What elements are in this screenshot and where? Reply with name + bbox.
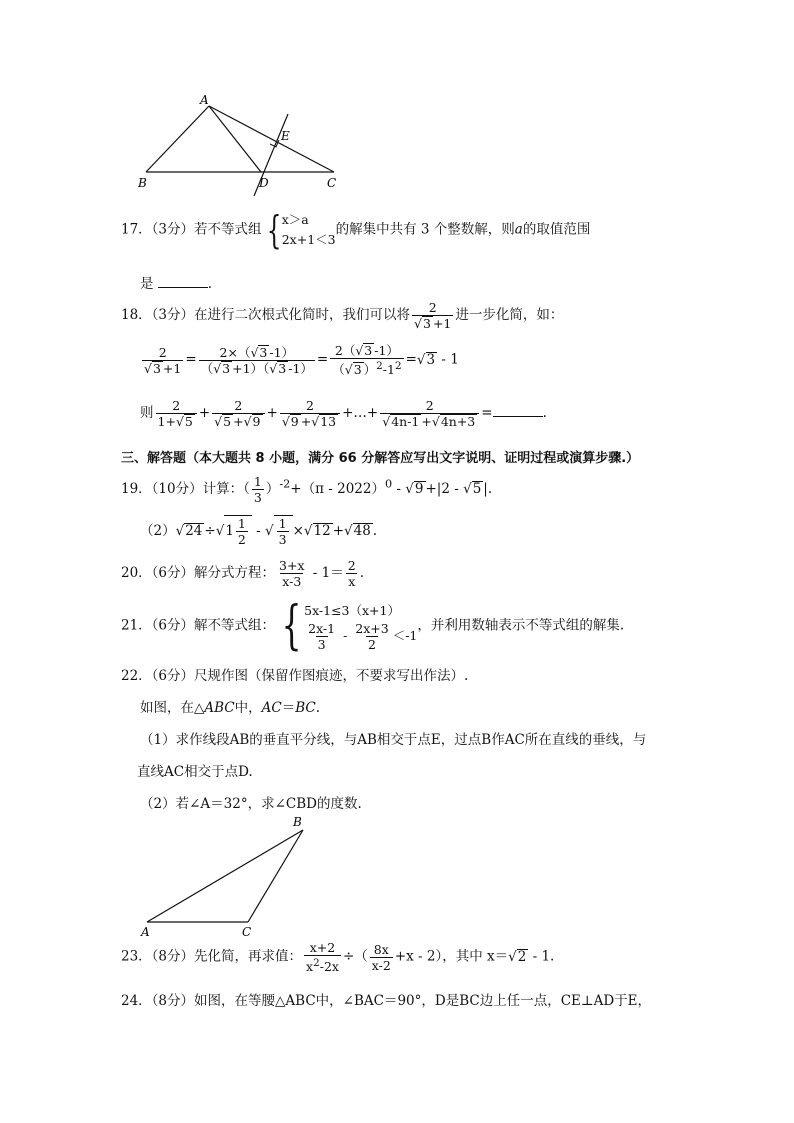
q23-f2d: x-2 [371,957,391,973]
sqrt-icon [213,361,221,376]
q20-f2n: 2 [347,558,356,573]
sqrt-icon [417,352,426,368]
term-num: 2 [234,398,243,413]
q23-f1d-a: x [306,959,314,975]
q19-rad1: 9 [414,481,424,497]
q23-sup: 2 [313,957,320,969]
label-b: B [293,815,302,829]
q17-text3: 的取值范围 [522,221,591,238]
q19-p2: +（π - 2022） [290,481,385,497]
question-22-l4: 直线AC相交于点D. [137,764,253,780]
label-c: C [242,925,252,939]
q19-mn: 1 [237,516,246,531]
term-num: 2 [305,398,314,413]
ex-f2d-a: （ [200,360,214,376]
term-num: 2 [425,398,434,413]
ex-f2n-a: 2×（ [219,344,251,360]
q18-frac-num: 2 [428,300,437,315]
q23-div: ÷（ [342,948,368,965]
segment-ad [209,106,261,172]
ex-sup2: 2 [394,360,402,372]
q19-p3: - [392,481,406,497]
question-20 [121,558,364,589]
question-22-l3: （1）求作线段AB的垂直平分线，与AB相交于点E，过点B作AC所在直线的垂线，与 [140,732,647,748]
segment-ac [209,106,334,172]
plus-sign: +…+ [342,405,379,421]
sqrt-icon [176,523,185,539]
label-a: A [141,925,150,939]
sqrt-icon [216,523,225,539]
sqrt-icon [405,481,414,497]
q17-text2: 的解集中共有 3 个整数解，则 [335,221,515,238]
q18-term [156,398,197,429]
brace-icon: { [281,596,302,656]
sqrt-icon [269,361,277,376]
q18-text: 18．（3分）在进行二次根式化简时，我们可以将 [121,307,411,323]
sqrt-icon [345,362,353,377]
label-b: B [138,176,147,190]
q21-lt: ＜-1 [392,627,418,643]
q19-plus: + [332,523,344,539]
label-d: D [259,176,269,190]
q21-f2n: 2x+3 [355,620,389,636]
segment-bc [248,830,303,922]
term-part: + [300,414,312,429]
term-num: 2 [172,398,181,413]
q19-fd2: 3 [278,532,287,547]
q21-f1d: 3 [317,636,326,652]
sqrt-icon [463,481,472,497]
q21-text: ，并利用数轴表示不等式组的解集. [417,617,625,634]
q23-tail: +x - 2），其中 x＝ [394,948,509,965]
q19-fn2: 1 [278,516,287,531]
term-part: 9 [290,414,299,429]
answer-blank [158,275,208,288]
sqrt-icon [432,414,440,429]
q17-cond1: x＞a [281,212,309,227]
q17-cond2: 2x+1＜3 [281,232,336,247]
q20-f1d: x-3 [282,574,302,589]
q21-f2d: 2 [368,636,376,652]
ex-res-tail: - 1 [441,351,459,368]
q17-end: . [207,276,213,292]
question-19-part2 [140,515,377,547]
q18-term [380,398,479,429]
sqrt-icon [414,316,422,331]
q17-text: 17．（3分）若不等式组 [121,221,262,238]
eq: = [185,351,197,368]
q20-num: 20．（6分）解分式方程： [121,565,276,581]
q19-times: × [292,523,304,539]
question-24: 24．（8分）如图，在等腰△ABC中，∠BAC＝90°，D是BC边上任一点，CE⊥AD于E， [121,993,652,1009]
sqrt-icon [244,414,252,429]
ex-f1d-rad: 3 [152,360,161,376]
ex-f3d-rad: 3 [353,362,362,378]
q18-text2: 进一步化简，如： [455,307,564,323]
ex-f3d-b: ） [363,362,377,378]
label-c: C [327,176,337,190]
triangle-figure-1 [130,92,350,202]
label-e: E [281,129,290,143]
q17-line2: 是 [140,276,154,292]
question-22-l2 [140,696,320,716]
segment-ab [146,106,209,172]
brace-icon: { [266,208,281,252]
ex-f2n-b: -1） [269,344,295,360]
sqrt-icon [304,523,313,539]
q19-minus: - [251,523,266,539]
q22-a: 如图，在△ [140,700,205,716]
q21-f1n: 2x-1 [308,620,336,636]
q19-rad3: 24 [185,523,203,539]
q17-var: a [514,221,523,238]
sqrt-icon [144,361,152,376]
question-19 [121,474,492,505]
term-part: 1+ [157,414,176,429]
sqrt-icon [344,523,353,539]
q19-sup1: -2 [279,477,291,491]
question-18 [121,300,563,331]
question-18-sum: 则 $\frac{2}{1+√ 5}$ + 2 √ 5 +√ 9 + 2 √ 9 +√ 13 +…+ 2 √ 4n-1 +√ 4n+3 = . [140,398,547,429]
q20-mid: - 1＝ [308,565,344,581]
eq: = [316,351,329,368]
term-part: 4n+3 [440,414,476,429]
q19-p2a: （2） [140,523,176,539]
term-part: + [421,414,432,429]
ex-f3n-a: 2（ [334,343,356,358]
q19-p1: ） [265,481,280,497]
q19-rad5: 48 [353,523,371,539]
q22-g: . [315,700,321,716]
sqrt-icon [265,523,274,539]
q19-p4: +|2 - [425,481,464,497]
term-part: 9 [252,414,261,429]
sqrt-icon [214,414,222,429]
eq: = [405,351,417,368]
q19-div: ÷ [204,523,216,539]
q18-then: 则 [140,405,154,421]
q23-rad: 2 [517,948,527,965]
segment-ab [147,830,303,922]
q23-end: - 1. [528,948,555,965]
ex-f2d-c: -1） [288,360,313,376]
ex-f3d-c: -1 [382,362,395,378]
ex-f1n: 2 [158,344,167,360]
q19-sup2: 0 [384,477,393,491]
ex-f1d-tail: +1 [162,360,182,376]
sqrt-icon [282,414,290,429]
sqrt-icon [382,414,390,429]
q19-p5: |. [483,481,493,497]
q21-num: 21．（6分）解不等式组： [121,617,276,634]
question-17 [121,210,590,250]
q19-fn: 1 [253,474,262,489]
triangle-figure-2 [135,812,315,940]
ex-f2d-rad1: 3 [222,360,231,376]
sqrt-icon [176,414,184,429]
q19-mw: 1 [225,523,234,539]
question-21 [121,596,625,656]
q19-fd: 3 [253,490,262,505]
q18-term [212,398,264,429]
section-heading: 三、解答题（本大题共 8 小题，满分 66 分解答应写出文字说明、证明过程或演算步骤.） [121,451,640,466]
q18-term [280,398,340,429]
term-part: 13 [320,414,337,429]
q23-f2n: 8x [373,941,389,957]
q20-f1n: 3+x [279,558,305,573]
term-part: + [233,414,244,429]
sqrt-icon [355,343,363,358]
q23-f1n: x+2 [309,940,336,955]
term-part: 5 [184,414,193,429]
q22-e: ＝ [281,700,296,716]
q22-b: ABC [204,700,235,716]
sqrt-icon [311,414,319,429]
answer-blank [493,404,543,417]
label-a: A [200,93,209,107]
q18-eq: = [481,405,493,421]
q19-end: . [372,523,378,539]
q20-f2d: x [348,574,356,589]
q20-end: . [359,565,364,581]
ex-f2d-b: +1）（ [232,360,270,376]
q23-f1d-b: -2x [319,959,339,975]
question-17-line2 [140,272,212,292]
term-part: 5 [223,414,232,429]
q18-rad: 3 [423,316,431,331]
sqrt-icon [508,949,517,965]
q22-c: 中， [234,700,262,716]
term-part: 4n-1 [391,414,420,429]
q23-num: 23．（8分）先化简，再求值： [121,948,303,965]
q19-rad2: 5 [472,481,482,497]
q19-md: 2 [237,532,246,547]
ex-f3d-a: （ [332,362,345,378]
q19-num: 19．（10分）计算：（ [121,481,250,497]
plus-sign: + [266,405,278,421]
q21-m: - [339,627,352,643]
question-23 [121,940,554,974]
ex-res-rad: 3 [426,351,436,368]
question-18-example [140,343,459,377]
question-22: 22．（6分）尺规作图（保留作图痕迹，不要求写出作法）. [121,668,469,684]
ex-f2d-rad2: 3 [278,360,287,376]
ex-f3n-rad: 3 [364,343,373,358]
plus-sign: + [198,405,211,421]
ex-f3n-b: -1） [374,343,399,358]
q21-c1: 5x-1≤3（x+1） [304,602,400,618]
q19-rad4: 12 [313,523,331,539]
sqrt-icon [250,345,258,360]
ex-sup1: 2 [376,360,383,372]
q22-f: BC [295,700,316,716]
question-22-l5: （2）若∠A＝32°，求∠CBD的度数. [140,796,362,812]
ex-f2n-rad: 3 [259,344,268,360]
q18-tail: +1 [432,316,452,331]
q22-d: AC [261,700,282,716]
